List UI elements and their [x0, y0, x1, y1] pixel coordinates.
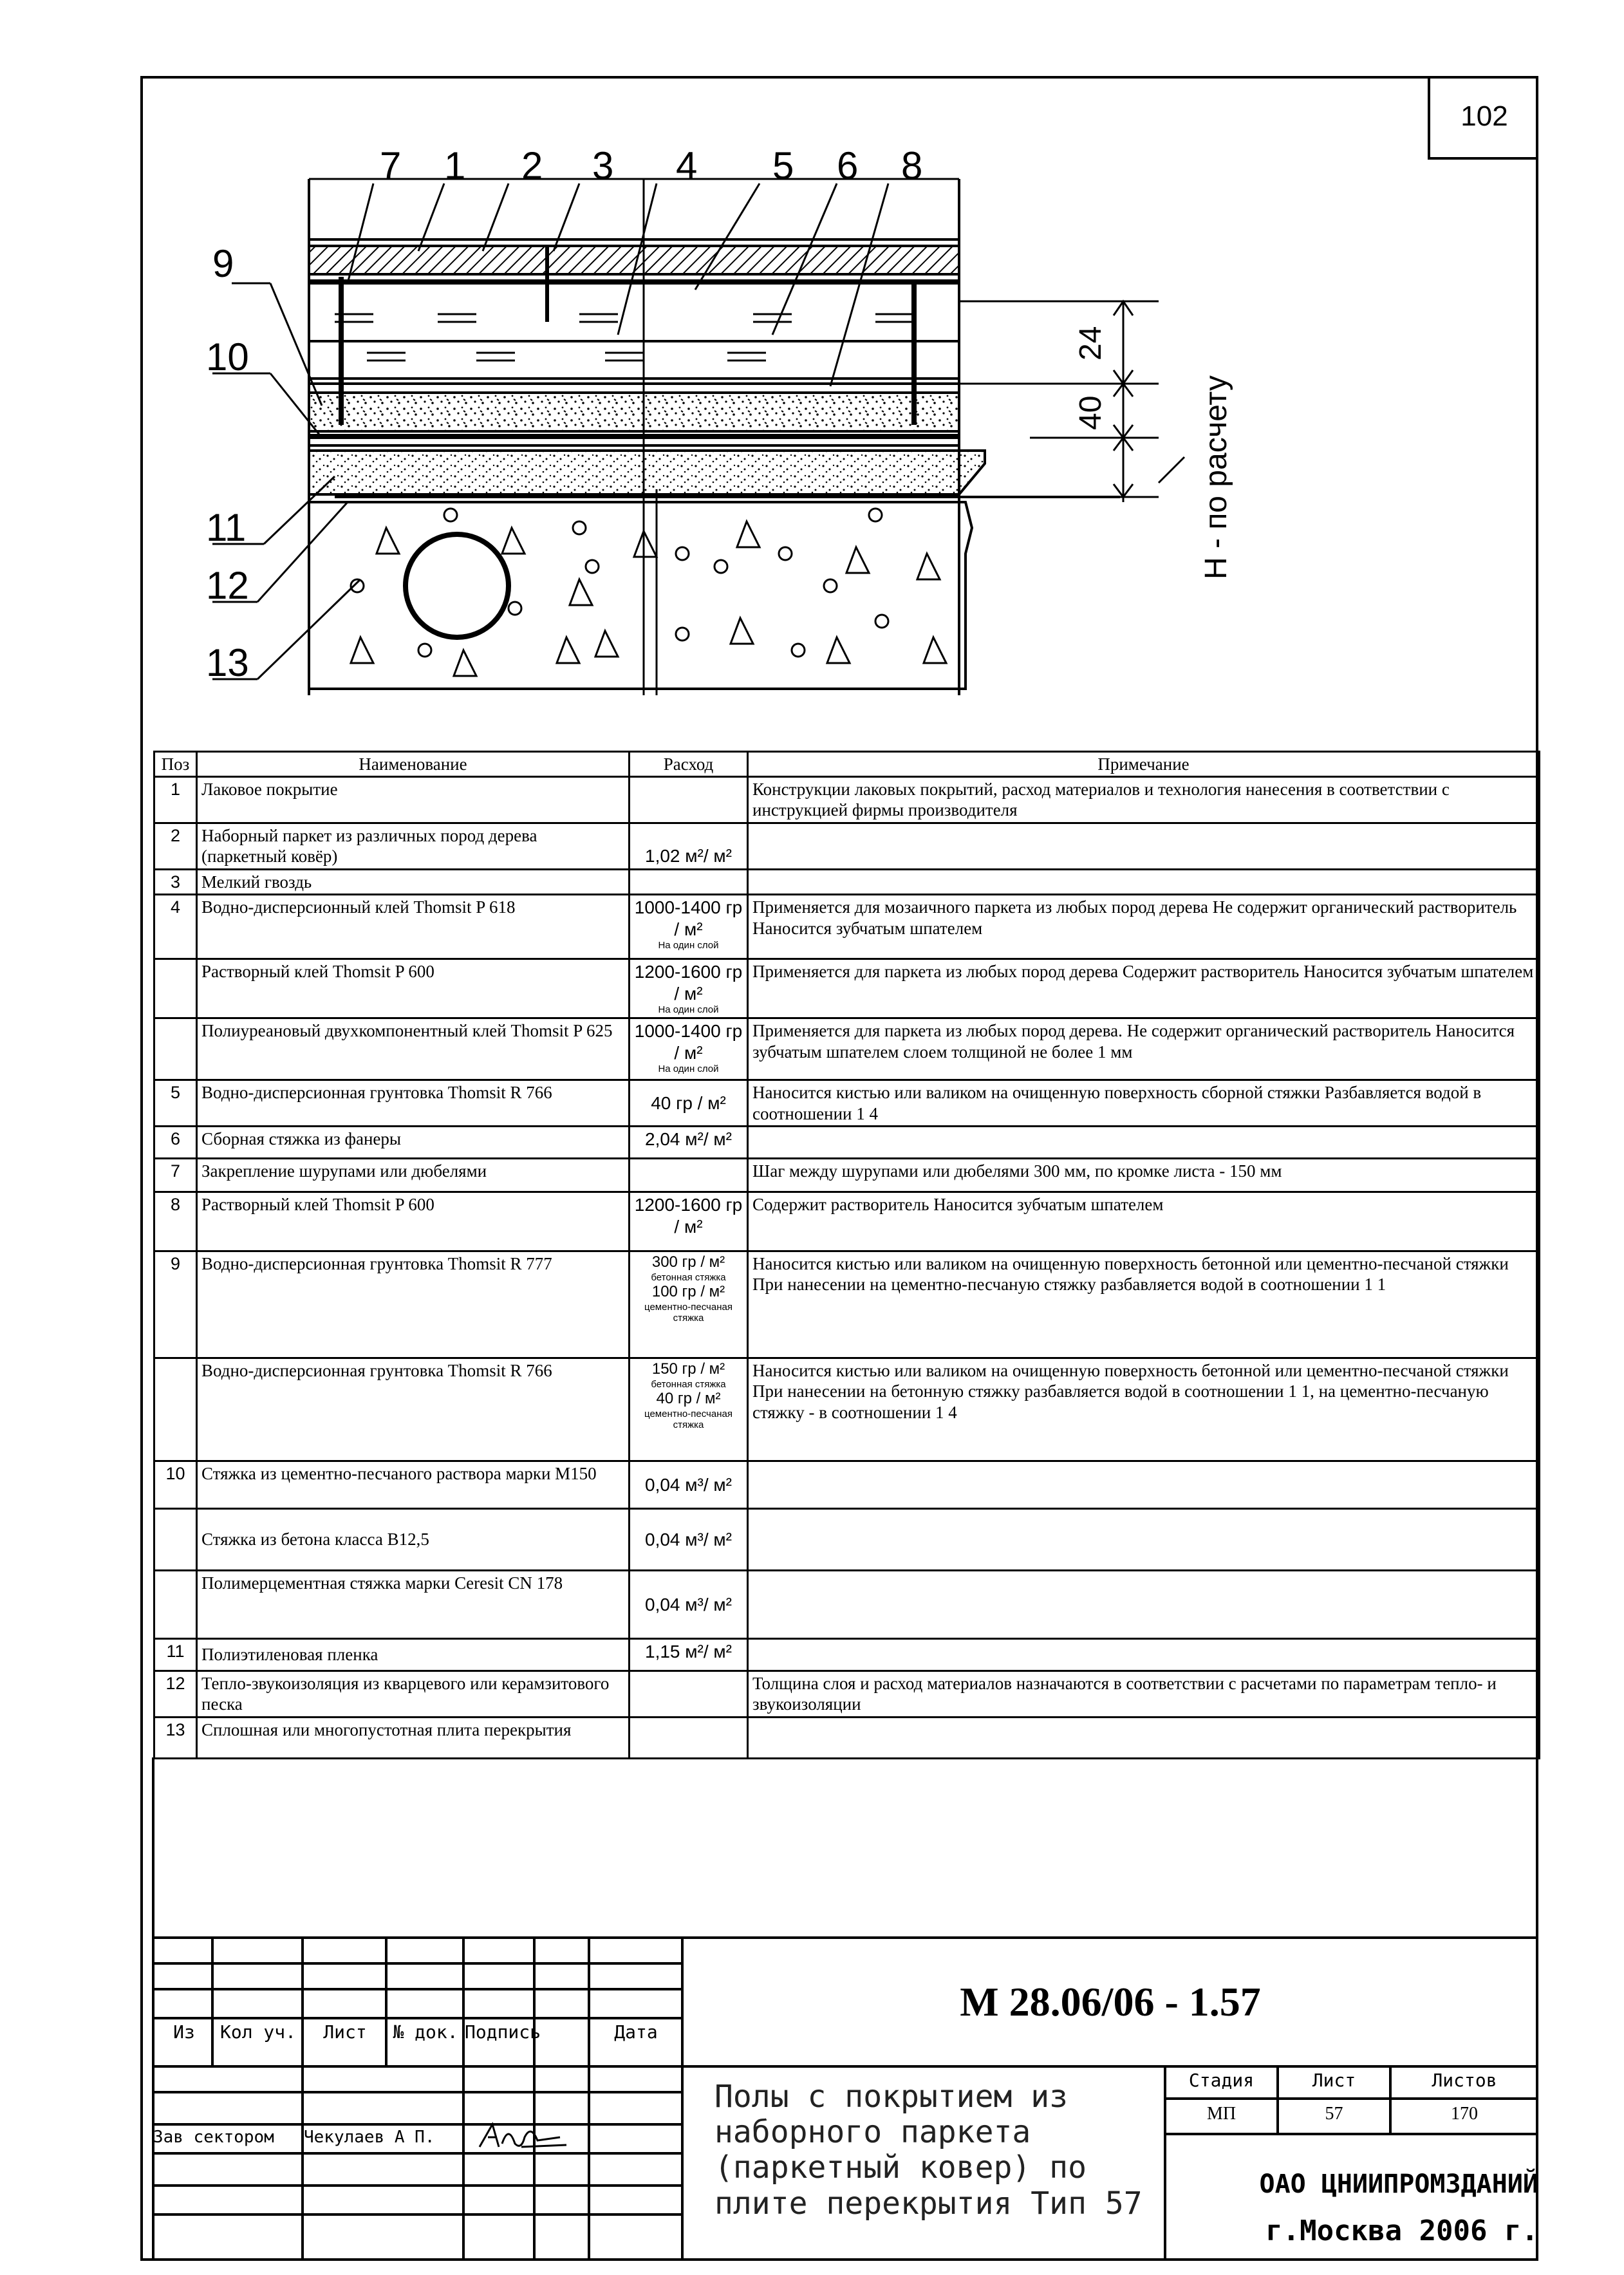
rate-value: 1200-1600 гр / м²	[634, 962, 743, 1004]
table-row	[154, 1638, 1540, 1671]
row-rate: 0,04 м³/ м²	[630, 1508, 748, 1570]
row-pos: 5	[154, 1080, 197, 1127]
row-name: Тепло-звукоизоляция из кварцевого или керамзитового песка	[197, 1671, 630, 1717]
rate-note: На один слой	[658, 940, 719, 951]
table-row	[154, 1717, 1540, 1758]
rate-value: 1000-1400 гр / м²	[634, 897, 743, 939]
row-name: Закрепление шурупами или дюбелями	[197, 1158, 630, 1192]
row-note	[748, 1717, 1540, 1758]
rate-note: цементно-песчаная стяжка	[644, 1408, 733, 1431]
row-rate	[630, 1358, 748, 1461]
row-note: Применяется для паркета из любых пород дерева. Не содержит органический растворитель Наносится зубчатым шпателем слоем толщиной не более 1 мм	[748, 1018, 1540, 1080]
row-pos: 6	[154, 1126, 197, 1158]
table-row	[154, 895, 1540, 959]
row-rate	[630, 777, 748, 823]
row-name: Водно-дисперсионная грунтовка Thomsit R 766	[197, 1080, 630, 1127]
row-name: Водно-дисперсионная грунтовка Thomsit R 777	[197, 1251, 630, 1358]
table-row	[154, 1461, 1540, 1508]
col-doc: № док.	[393, 2021, 458, 2043]
stage-value: МП	[1206, 2104, 1237, 2124]
table-row	[154, 777, 1540, 823]
specification-table	[153, 751, 1540, 1759]
rate-note: На один слой	[658, 1004, 719, 1016]
rate-note: цементно-песчаная стяжка	[644, 1301, 733, 1324]
rate-note: бетонная стяжка	[651, 1378, 726, 1390]
row-rate: 1200-1600 гр / м²	[630, 1192, 748, 1251]
callout-label: 6	[837, 144, 859, 187]
row-rate	[630, 959, 748, 1018]
row-name: Растворный клей Thomsit P 600	[197, 959, 630, 1018]
row-note	[748, 869, 1540, 894]
row-pos: 2	[154, 823, 197, 869]
callout-label: 5	[772, 144, 794, 187]
row-rate: 40 гр / м²	[630, 1080, 748, 1127]
col-iz: Из	[173, 2021, 195, 2043]
table-row	[154, 1251, 1540, 1358]
table-row	[154, 1158, 1540, 1192]
row-pos: 11	[154, 1638, 197, 1671]
rate-value: 300 гр / м²	[651, 1253, 725, 1271]
row-pos	[154, 1570, 197, 1638]
row-pos: 1	[154, 777, 197, 823]
row-note	[748, 1126, 1540, 1158]
organization-name: ОАО ЦНИИПРОМЗДАНИЙ	[1259, 2169, 1538, 2199]
table-row	[154, 1192, 1540, 1251]
row-pos: 4	[154, 895, 197, 959]
row-rate	[630, 1717, 748, 1758]
row-rate	[630, 895, 748, 959]
row-note	[748, 1461, 1540, 1508]
rate-value: 150 гр / м²	[651, 1360, 725, 1378]
row-rate: 1,02 м²/ м²	[630, 823, 748, 869]
row-name: Сплошная или многопустотная плита перекрытия	[197, 1717, 630, 1758]
table-row	[154, 1358, 1540, 1461]
stage-label: Стадия	[1188, 2070, 1255, 2091]
table-row	[154, 1570, 1540, 1638]
callout-label: 13	[206, 641, 249, 684]
callout-label: 12	[206, 564, 249, 607]
row-note: Наносится кистью или валиком на очищенную поверхность сборной стяжки Разбавляется водой в соотношении 1 4	[748, 1080, 1540, 1127]
row-note: Применяется для мозаичного паркета из любых пород дерева Не содержит органический растворитель Наносится зубчатым шпателем	[748, 895, 1540, 959]
row-name: Мелкий гвоздь	[197, 869, 630, 894]
row-pos	[154, 1018, 197, 1080]
row-note	[748, 1638, 1540, 1671]
row-name: Лаковое покрытие	[197, 777, 630, 823]
sheet-value: 57	[1325, 2104, 1343, 2124]
row-pos: 12	[154, 1671, 197, 1717]
header-pos: Поз	[154, 752, 197, 777]
callout-label: 3	[592, 144, 614, 187]
row-pos: 7	[154, 1158, 197, 1192]
dimension-label: H - по расчету	[1199, 375, 1233, 579]
callout-label: 7	[380, 144, 402, 187]
row-name: Растворный клей Thomsit P 600	[197, 1192, 630, 1251]
row-rate	[630, 1671, 748, 1717]
callout-label: 9	[212, 242, 234, 285]
row-note: Содержит растворитель Наносится зубчатым шпателем	[748, 1192, 1540, 1251]
rate-note: бетонная стяжка	[651, 1271, 726, 1283]
rate-value: 1000-1400 гр / м²	[634, 1021, 743, 1063]
person-name: Чекулаев А П.	[304, 2128, 435, 2147]
table-row	[154, 1018, 1540, 1080]
header-rate: Расход	[630, 752, 748, 777]
row-pos: 10	[154, 1461, 197, 1508]
row-pos	[154, 1508, 197, 1570]
dimension-label: 24	[1074, 326, 1108, 360]
row-pos: 8	[154, 1192, 197, 1251]
header-note: Примечание	[748, 752, 1540, 777]
row-pos: 3	[154, 869, 197, 894]
row-name: Стяжка из цементно-песчаного раствора марки М150	[197, 1461, 630, 1508]
sheet-number: 102	[1428, 76, 1538, 160]
row-note: Применяется для паркета из любых пород дерева Содержит растворитель Наносится зубчатым шпателем	[748, 959, 1540, 1018]
row-rate: 0,04 м³/ м²	[630, 1570, 748, 1638]
row-rate	[630, 1251, 748, 1358]
row-note: Наносится кистью или валиком на очищенную поверхность бетонной или цементно-песчаной стяжки При нанесении на цементно-песчаную стяжку разбавляется водой в соотношении 1 1	[748, 1251, 1540, 1358]
callout-label: 2	[521, 144, 543, 187]
callout-label: 8	[901, 144, 923, 187]
row-note: Толщина слоя и расход материалов назначаются в соответствии с расчетами по параметрам тепло- и звукоизоляции	[748, 1671, 1540, 1717]
row-name: Стяжка из бетона класса В12,5	[197, 1508, 630, 1570]
callout-label: 11	[206, 506, 247, 549]
table-row	[154, 1080, 1540, 1127]
sheets-value: 170	[1451, 2104, 1478, 2124]
row-pos: 13	[154, 1717, 197, 1758]
callout-label: 1	[444, 144, 466, 187]
signature-icon	[476, 2118, 573, 2157]
col-list: Лист	[323, 2021, 367, 2043]
row-name: Полиуреановый двухкомпонентный клей Thomsit P 625	[197, 1018, 630, 1080]
row-note	[748, 823, 1540, 869]
row-name: Полиэтиленовая пленка	[197, 1638, 630, 1671]
table-row	[154, 869, 1540, 894]
dimension-label: 40	[1074, 395, 1108, 430]
row-rate: 2,04 м²/ м²	[630, 1126, 748, 1158]
sheets-label: Листов	[1432, 2070, 1497, 2091]
row-name: Водно-дисперсионный клей Thomsit P 618	[197, 895, 630, 959]
role-label: Зав сектором	[153, 2128, 274, 2147]
row-note: Наносится кистью или валиком на очищенную поверхность бетонной или цементно-песчаной стяжки При нанесении на бетонную стяжку разбавляется водой в соотношении 1 1, на цементно-песчаную стяжку - в соотношении 1 4	[748, 1358, 1540, 1461]
header-name: Наименование	[197, 752, 630, 777]
rate-value: 40 гр / м²	[656, 1390, 721, 1407]
col-date: Дата	[614, 2021, 658, 2043]
table-row	[154, 1126, 1540, 1158]
row-note: Шаг между шурупами или дюбелями 300 мм, по кромке листа - 150 мм	[748, 1158, 1540, 1192]
sheet-label: Лист	[1312, 2070, 1356, 2091]
row-rate: 1,15 м²/ м²	[630, 1638, 748, 1671]
table-header-row	[154, 752, 1540, 777]
floor-section-drawing	[0, 0, 1624, 747]
row-pos	[154, 1358, 197, 1461]
city-year: г.Москва 2006 г.	[1265, 2214, 1538, 2247]
rate-note: На один слой	[658, 1063, 719, 1075]
row-note	[748, 1508, 1540, 1570]
row-note	[748, 1570, 1540, 1638]
row-note: Конструкции лаковых покрытий, расход материалов и технология нанесения в соответствии с инструкцией фирмы производителя	[748, 777, 1540, 823]
callout-label: 4	[676, 144, 698, 187]
row-rate	[630, 1018, 748, 1080]
callout-label: 10	[206, 335, 249, 379]
table-row	[154, 1671, 1540, 1717]
row-name: Полимерцементная стяжка марки Ceresit CN 178	[197, 1570, 630, 1638]
row-name: Наборный паркет из различных пород дерева (паркетный ковёр)	[197, 823, 630, 869]
row-rate: 0,04 м³/ м²	[630, 1461, 748, 1508]
rate-value: 100 гр / м²	[651, 1283, 725, 1300]
table-row	[154, 1508, 1540, 1570]
document-code: М 28.06/06 - 1.57	[960, 1979, 1261, 2025]
col-kol: Кол уч.	[219, 2021, 296, 2043]
row-name: Сборная стяжка из фанеры	[197, 1126, 630, 1158]
document-title: Полы с покрытием из наборного паркета (паркетный ковер) по плите перекрытия Тип 57	[714, 2079, 1143, 2222]
row-pos: 9	[154, 1251, 197, 1358]
row-rate	[630, 1158, 748, 1192]
col-sign: Подпись	[465, 2021, 541, 2043]
row-pos	[154, 959, 197, 1018]
table-row	[154, 959, 1540, 1018]
table-row	[154, 823, 1540, 869]
row-name: Водно-дисперсионная грунтовка Thomsit R 766	[197, 1358, 630, 1461]
row-rate	[630, 869, 748, 894]
